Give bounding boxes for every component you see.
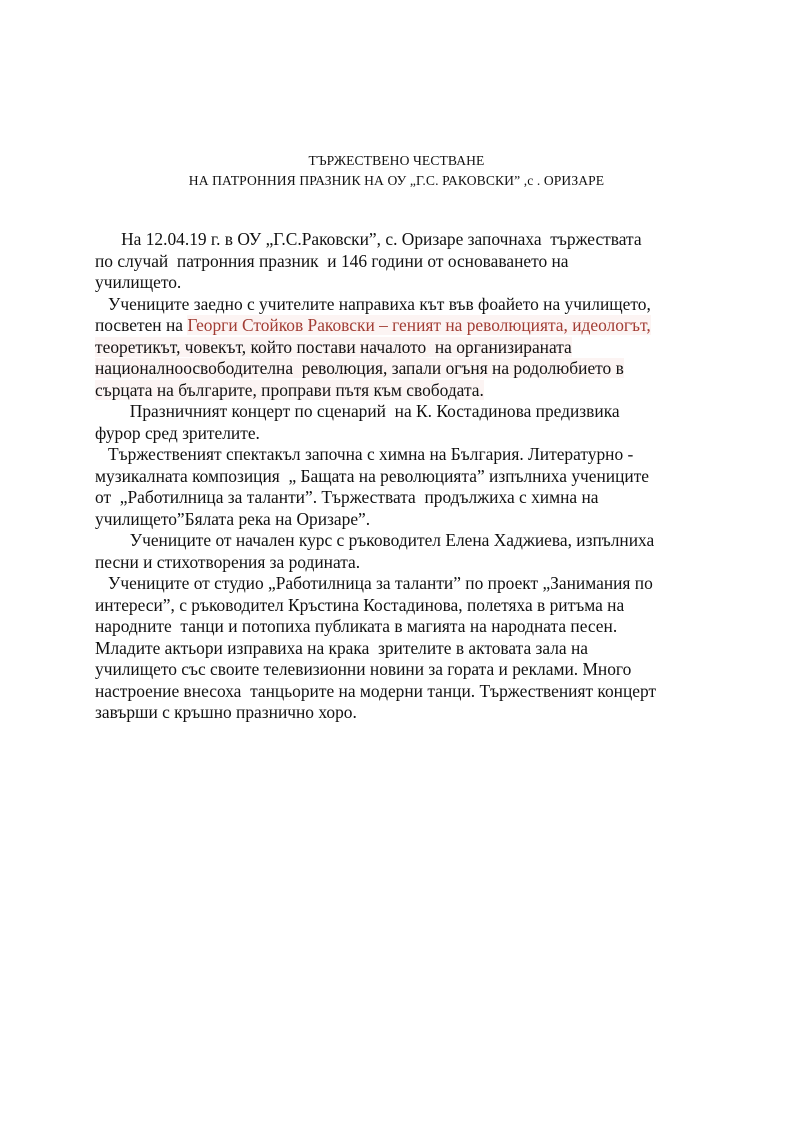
body-line (95, 358, 735, 380)
highlighted-text: теоретикът, човекът, който постави началото на организираната (95, 336, 572, 357)
body-line: Учениците заедно с учителите направиха кът във фоайето на училището, (95, 293, 651, 314)
body-line: училището със своите телевизионни новини за гората и реклами. Много (95, 659, 632, 679)
body-line: фурор сред зрителите. (95, 422, 260, 443)
body-text: посветен на (95, 315, 188, 335)
body-line: настроение внесоха танцьорите на модерни танци. Тържественият концерт (95, 680, 657, 701)
body-line-highlight-start (95, 315, 735, 337)
body-line: по случай патронния празник и 146 години от основаването на (95, 250, 569, 271)
body-line: интереси”, с ръководител Кръстина Костадинова, полетяха в ритъма на (95, 594, 625, 615)
document-title-line-2: НА ПАТРОННИЯ ПРАЗНИК НА ОУ „Г.С. РАКОВСКИ” ,с . ОРИЗАРЕ (188, 173, 605, 188)
document-body (95, 229, 735, 724)
document-title-line-1: ТЪРЖЕСТВЕНО ЧЕСТВАНЕ (308, 153, 485, 168)
body-line: от „Работилница за таланти”. Тържествата продължиха с химна на (95, 487, 599, 507)
body-line: Учениците от студио „Работилница за таланти” по проект „Занимания по (95, 573, 653, 593)
body-line: На 12.04.19 г. в ОУ „Г.С.Раковски”, с. Оризаре започнаха тържествата (95, 229, 642, 249)
highlighted-text: националноосвободителна революция, запали огъня на родолюбието в (95, 358, 624, 378)
body-line: училището. (95, 272, 182, 292)
body-line (95, 380, 735, 402)
body-line: музикалната композиция „ Бащата на революцията” изпълниха учениците (95, 465, 650, 486)
body-line: училището”Бялата река на Оризаре”. (95, 508, 371, 529)
body-line: Тържественият спектакъл започна с химна на България. Литературно - (95, 444, 634, 464)
body-line: Учениците от начален курс с ръководител Елена Хаджиева, изпълниха (95, 530, 655, 550)
body-line: завърши с кръшно празнично хоро. (95, 702, 357, 722)
body-line: песни и стихотворения за родината. (95, 551, 361, 572)
body-line (95, 337, 735, 359)
body-line: Младите актьори изправиха на крака зрителите в актовата зала на (95, 637, 589, 658)
body-line: Празничният концерт по сценарий на К. Костадинова предизвика (95, 401, 620, 421)
highlighted-text: Георги Стойков Раковски – геният на революцията, идеологът, (187, 315, 651, 335)
highlighted-text: сърцата на българите, проправи пътя към свободата. (95, 379, 484, 400)
body-line: народните танци и потопиха публиката в магията на народната песен. (95, 616, 618, 636)
